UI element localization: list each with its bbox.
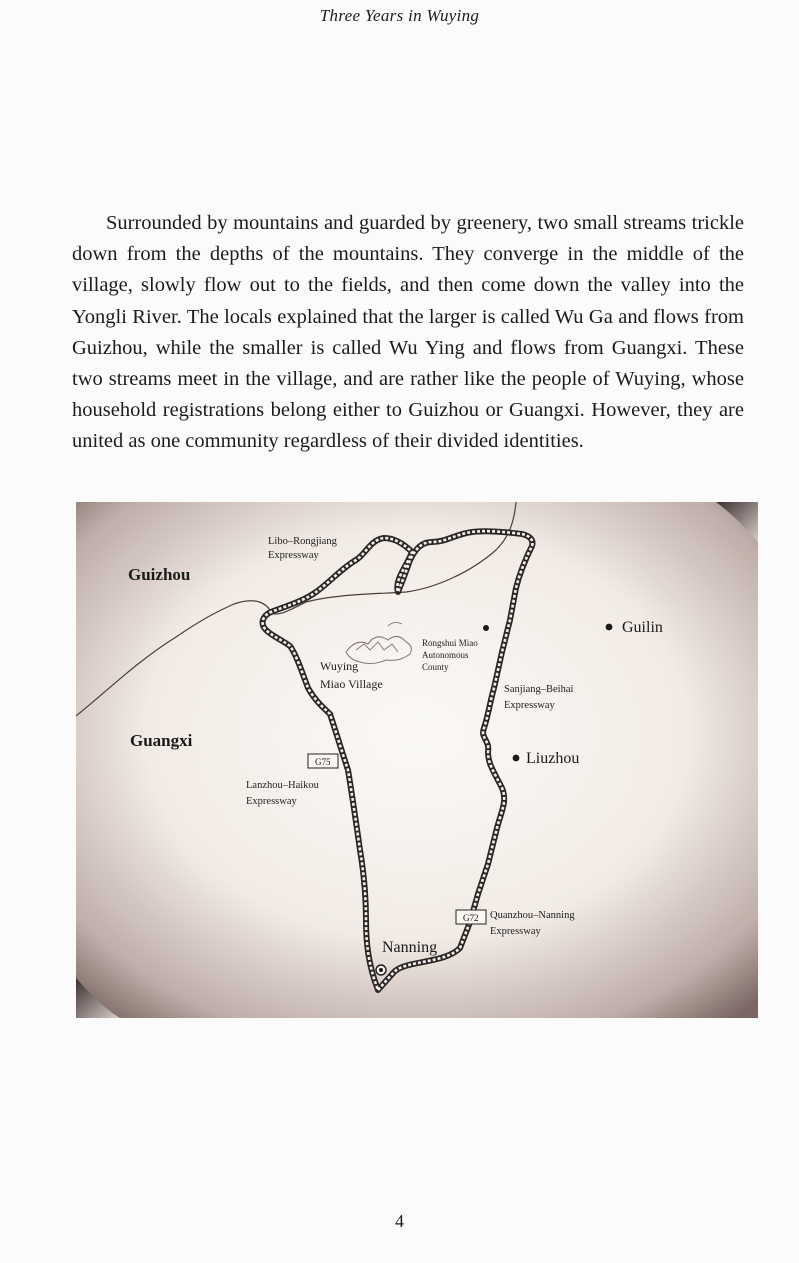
sanjiang-expressway-label-1: Sanjiang–Beihai — [504, 684, 574, 695]
g72-shield-label: G72 — [463, 913, 479, 923]
route-map — [76, 502, 758, 1018]
libo-expressway-label-1: Libo–Rongjiang — [268, 536, 337, 547]
wuying-village-label-2: Miao Village — [320, 677, 383, 691]
region-label-guangxi: Guangxi — [130, 731, 193, 750]
guilin-marker — [606, 624, 613, 631]
wuying-village-label-1: Wuying — [320, 659, 359, 673]
running-head-title: Three Years in Wuying — [319, 6, 480, 25]
rongshui-marker — [483, 625, 489, 631]
rongshui-county-label-3: County — [422, 662, 449, 672]
lanzhou-expressway-label-1: Lanzhou–Haikou — [246, 780, 319, 791]
nanning-label: Nanning — [382, 939, 438, 956]
quanzhou-expressway-label-1: Quanzhou–Nanning — [490, 910, 575, 921]
guilin-label: Guilin — [622, 619, 663, 636]
liuzhou-marker — [513, 755, 520, 762]
sanjiang-expressway-label-2: Expressway — [504, 700, 555, 711]
g72-shield — [456, 910, 486, 924]
g75-shield-label: G75 — [315, 757, 331, 767]
body-paragraph: Surrounded by mountains and guarded by greenery, two small streams trickle down from the depths of the mountains. They converge in the middle of the village, slowly flow out to the fields, and then come down the valley into the Yongli River. The locals explained that the larger is called Wu Ga and flows from Guizhou, while the smaller is called Wu Ying and flows from Guangxi. These two streams meet in the village, and are rather like the people of Wuying, whose household registrations belong either to Guizhou or Guangxi. However, they are united as one community regardless of their divided identities. — [72, 212, 744, 453]
rongshui-county-label-1: Rongshui Miao — [422, 638, 478, 648]
quanzhou-expressway-label-2: Expressway — [490, 926, 541, 937]
g75-shield — [308, 754, 338, 768]
libo-expressway-label-2: Expressway — [268, 550, 319, 561]
liuzhou-label: Liuzhou — [526, 750, 580, 767]
region-label-guizhou: Guizhou — [128, 565, 191, 584]
rongshui-county-label-2: Autonomous — [422, 650, 469, 660]
page-number: 4 — [395, 1211, 404, 1231]
lanzhou-expressway-label-2: Expressway — [246, 796, 297, 807]
